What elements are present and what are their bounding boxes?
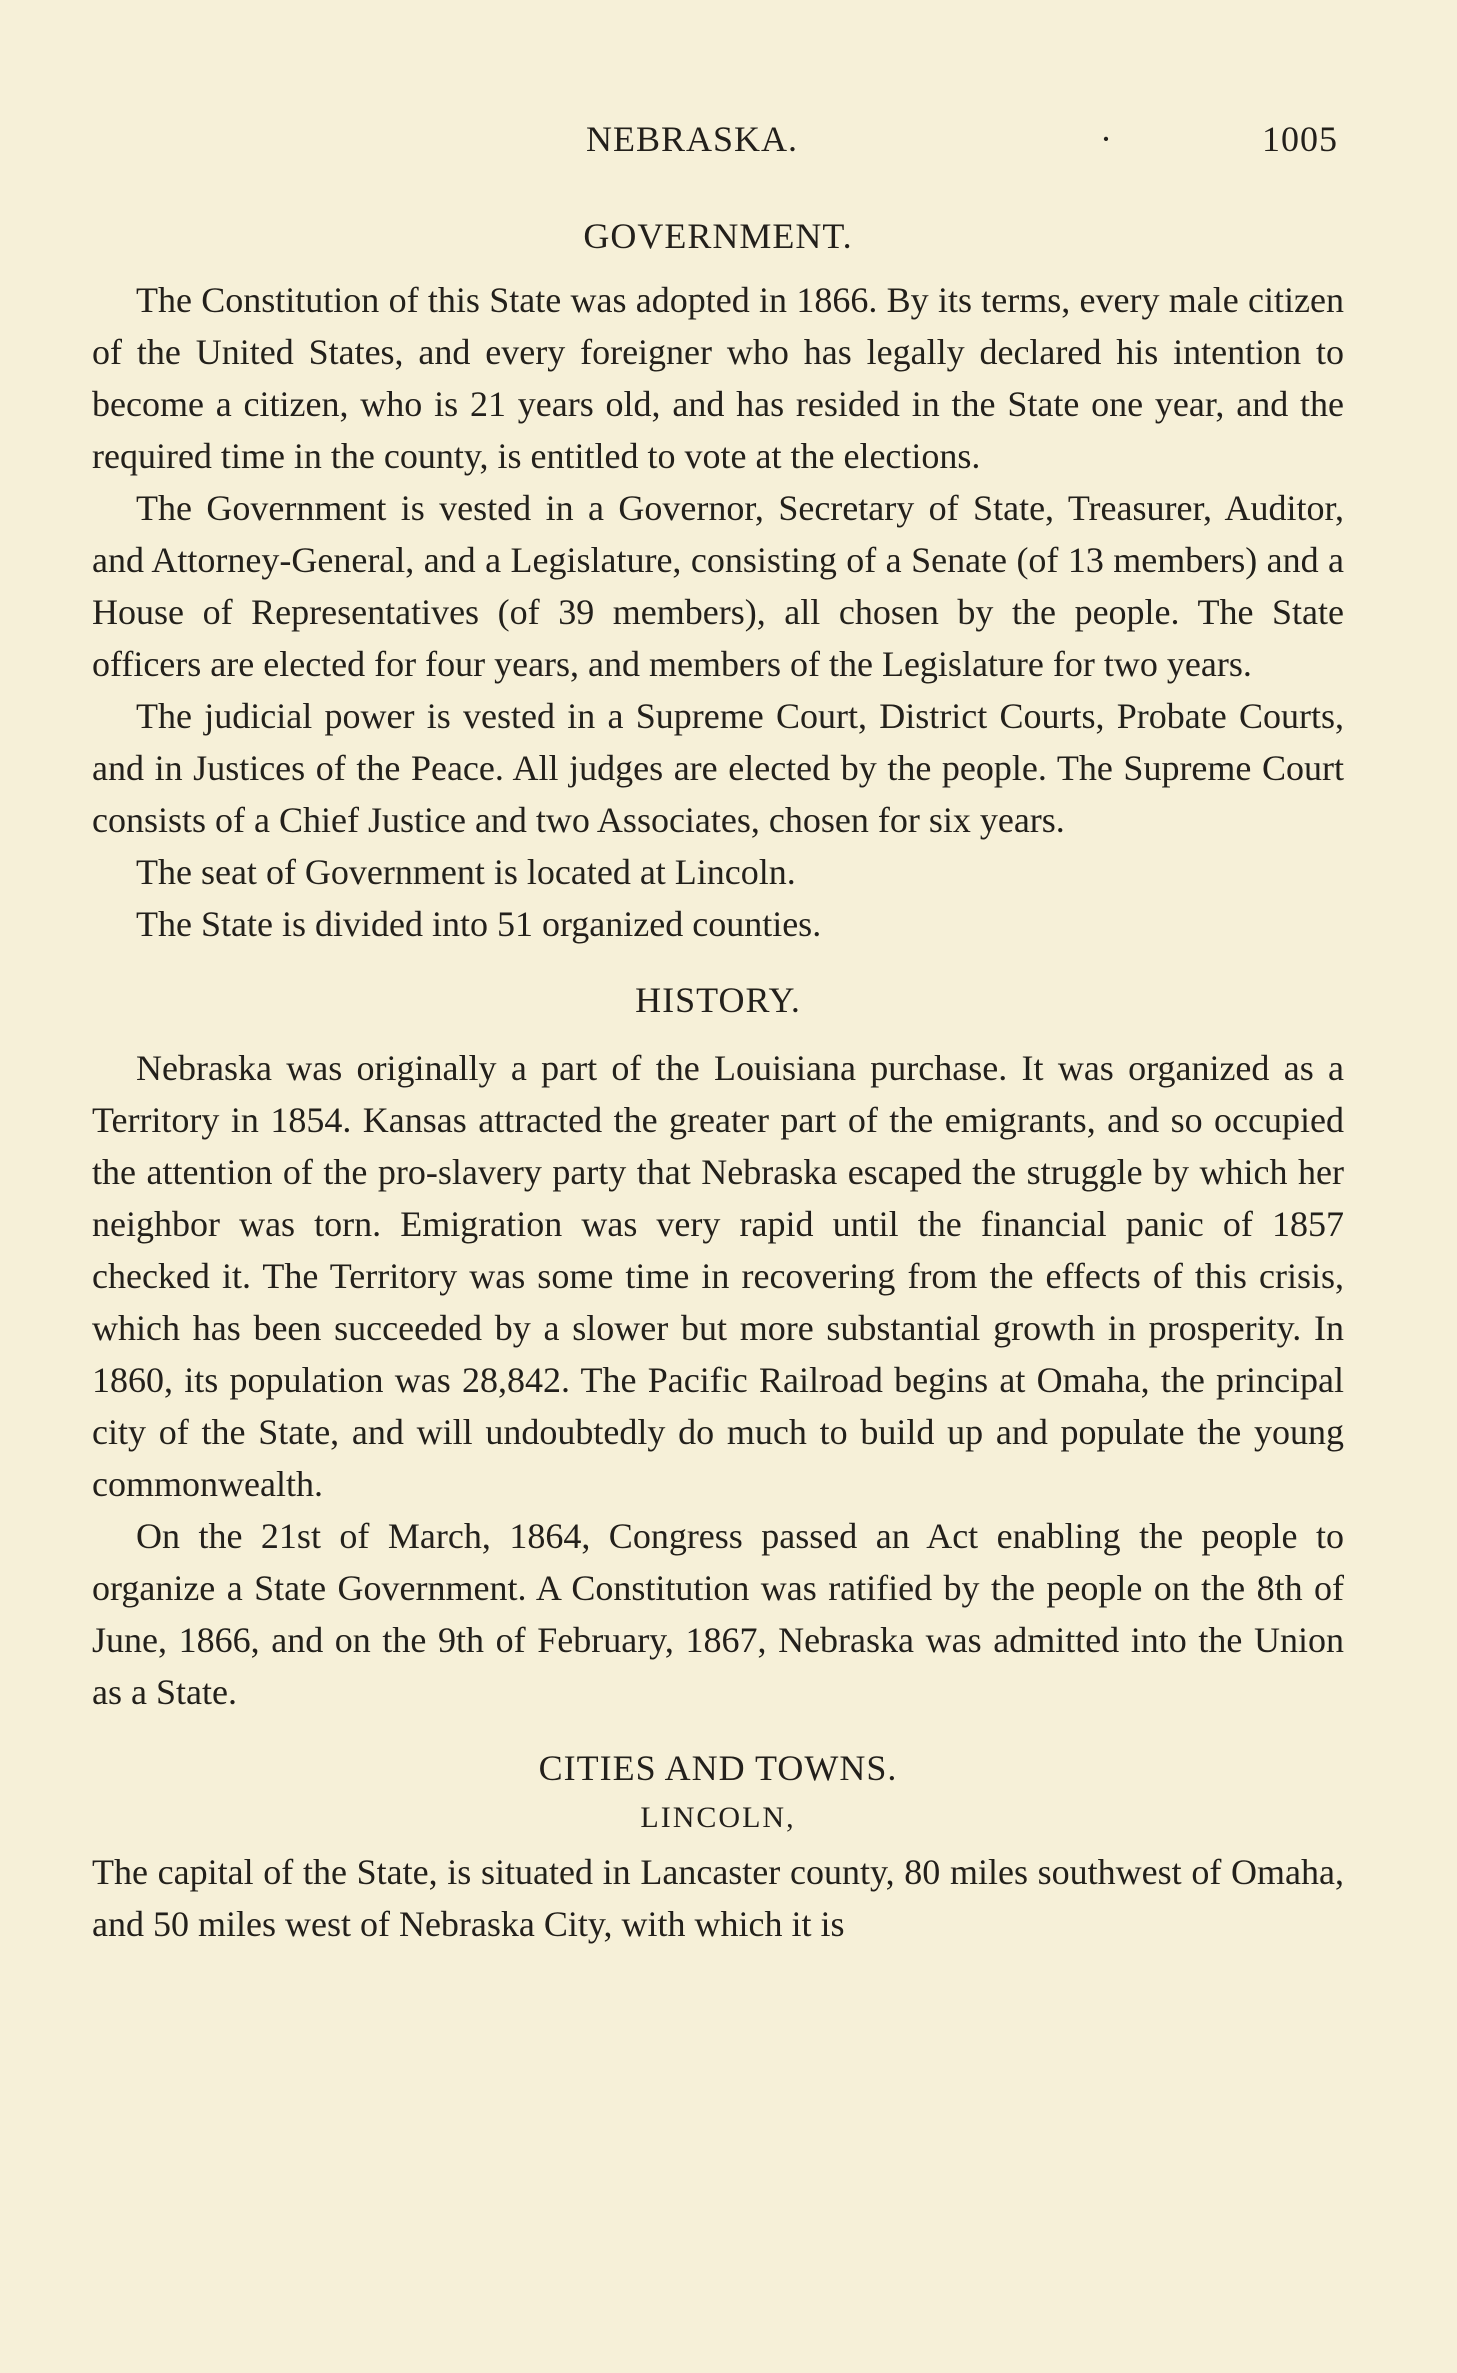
lincoln-subheading: LINCOLN, — [640, 1801, 796, 1834]
history-heading: HISTORY. — [635, 980, 801, 1020]
cities-heading: CITIES AND TOWNS. — [538, 1748, 898, 1788]
history-section — [92, 974, 1344, 1718]
government-paragraph-1: The Constitution of this State was adopted in 1866. By its terms, every male citizen of the United States, and every foreigner who has legally declared his intention to become a citizen, who is 21 years old, and has resided in the State one year, and the required time in the county, is entitled to vote at the elections. — [92, 280, 1344, 476]
history-paragraph-2: On the 21st of March, 1864, Congress passed an Act enabling the people to organize a State Government. A Constitution was ratified by the people on the 8th of June, 1866, and on the 9th of February, 1867, Nebraska was admitted into the Union as a State. — [92, 1516, 1344, 1712]
running-header — [0, 118, 1457, 158]
government-paragraph-5: The State is divided into 51 organized counties. — [136, 904, 822, 944]
government-section — [92, 210, 1344, 950]
body-text — [92, 210, 1344, 1950]
running-title: NEBRASKA. — [586, 119, 799, 159]
government-paragraph-3: The judicial power is vested in a Supreme Court, District Courts, Probate Courts, and in Justices of the Peace. All judges are elected by the people. The Supreme Court consists of a Chief Justice and two Associates, chosen for six years. — [92, 696, 1344, 840]
lincoln-paragraph: The capital of the State, is situated in Lancaster county, 80 miles southwest of Omaha, and 50 miles west of Nebraska City, with which it is — [92, 1852, 1344, 1944]
government-heading: GOVERNMENT. — [583, 216, 853, 256]
page-number: 1005 — [1262, 119, 1338, 159]
cities-section — [92, 1742, 1344, 1950]
government-paragraph-4: The seat of Government is located at Lincoln. — [136, 852, 796, 892]
header-dot: · — [1100, 119, 1113, 159]
history-paragraph-1: Nebraska was originally a part of the Louisiana purchase. It was organized as a Territory in 1854. Kansas attracted the greater part of the emigrants, and so occupied the attention of the pro-slavery party that Nebraska escaped the struggle by which her neighbor was torn. Emigration was very rapid until the financial panic of 1857 checked it. The Territory was some time in recovering from the effects of this crisis, which has been succeeded by a slower but more substantial growth in prosperity. In 1860, its population was 28,842. The Pacific Railroad begins at Omaha, the principal city of the State, and will undoubtedly do much to build up and populate the young commonwealth. — [92, 1048, 1344, 1504]
government-paragraph-2: The Government is vested in a Governor, Secretary of State, Treasurer, Auditor, and Attorney-General, and a Legislature, consisting of a Senate (of 13 members) and a House of Representatives (of 39 members), all chosen by the people. The State officers are elected for four years, and members of the Legislature for two years. — [92, 488, 1344, 684]
